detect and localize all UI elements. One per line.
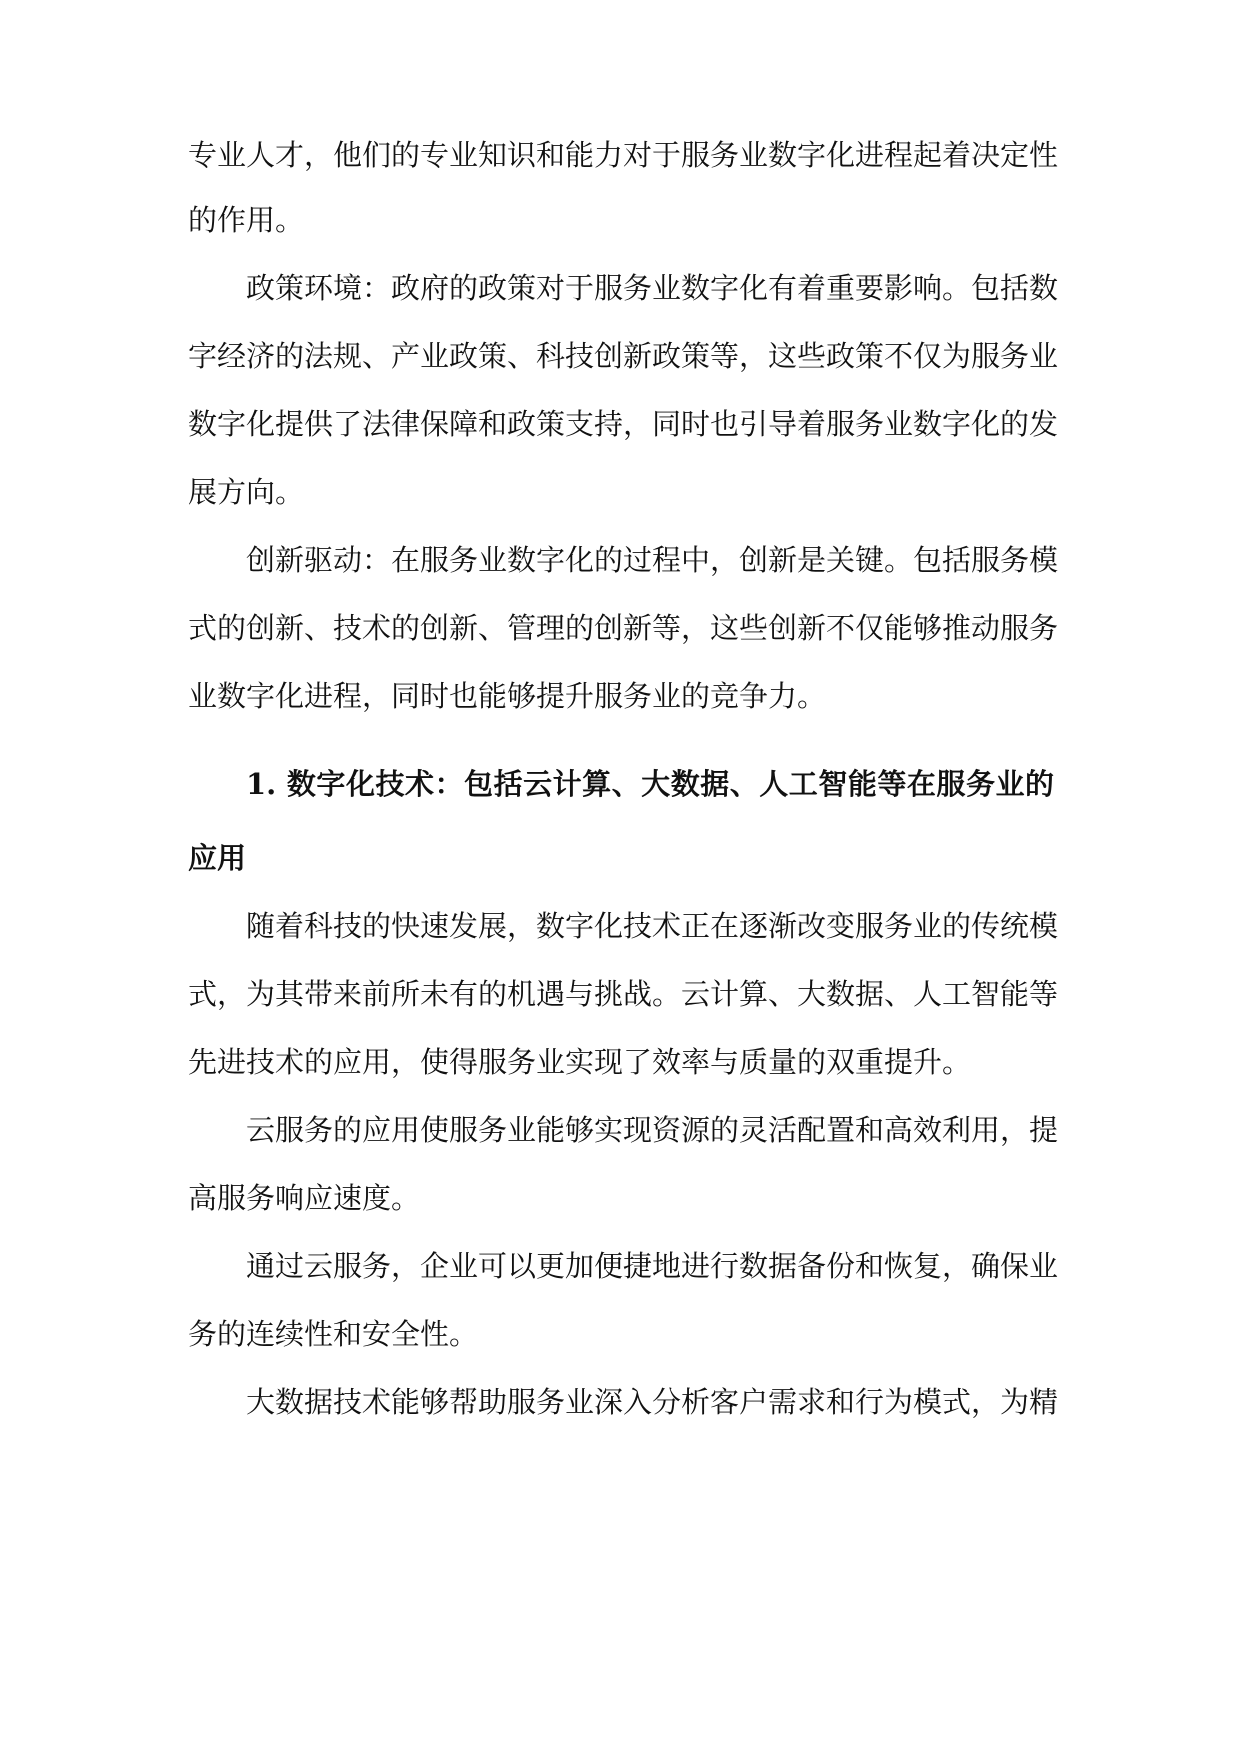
paragraph-line: 专业人才，他们的专业知识和能力对于服务业数字化进程起着决定性	[188, 138, 1059, 172]
section-heading: 1. 数字化技术：包括云计算、大数据、人工智能等在服务业的	[246, 767, 1054, 801]
paragraph-line: 云服务的应用使服务业能够实现资源的灵活配置和高效利用，提	[246, 1113, 1059, 1147]
paragraph-line: 务的连续性和安全性。	[188, 1317, 479, 1351]
paragraph-line: 创新驱动：在服务业数字化的过程中，创新是关键。包括服务模	[246, 543, 1059, 577]
paragraph-line: 通过云服务，企业可以更加便捷地进行数据备份和恢复，确保业	[246, 1249, 1059, 1283]
paragraph-line: 式，为其带来前所未有的机遇与挑战。云计算、大数据、人工智能等	[188, 977, 1059, 1011]
paragraph-line: 大数据技术能够帮助服务业深入分析客户需求和行为模式，为精	[246, 1385, 1059, 1419]
paragraph-line: 先进技术的应用，使得服务业实现了效率与质量的双重提升。	[188, 1045, 972, 1079]
paragraph-line: 政策环境：政府的政策对于服务业数字化有着重要影响。包括数	[246, 271, 1059, 305]
paragraph-line: 数字化提供了法律保障和政策支持，同时也引导着服务业数字化的发	[188, 407, 1059, 441]
paragraph-line: 式的创新、技术的创新、管理的创新等，这些创新不仅能够推动服务	[188, 611, 1059, 645]
paragraph-line: 业数字化进程，同时也能够提升服务业的竞争力。	[188, 679, 827, 713]
paragraph-line: 字经济的法规、产业政策、科技创新政策等，这些政策不仅为服务业	[188, 339, 1059, 373]
section-heading: 应用	[188, 841, 247, 875]
paragraph-line: 高服务响应速度。	[188, 1181, 421, 1215]
paragraph-line: 展方向。	[188, 475, 305, 509]
paragraph-line: 随着科技的快速发展，数字化技术正在逐渐改变服务业的传统模	[246, 909, 1059, 943]
paragraph-line: 的作用。	[188, 203, 305, 237]
